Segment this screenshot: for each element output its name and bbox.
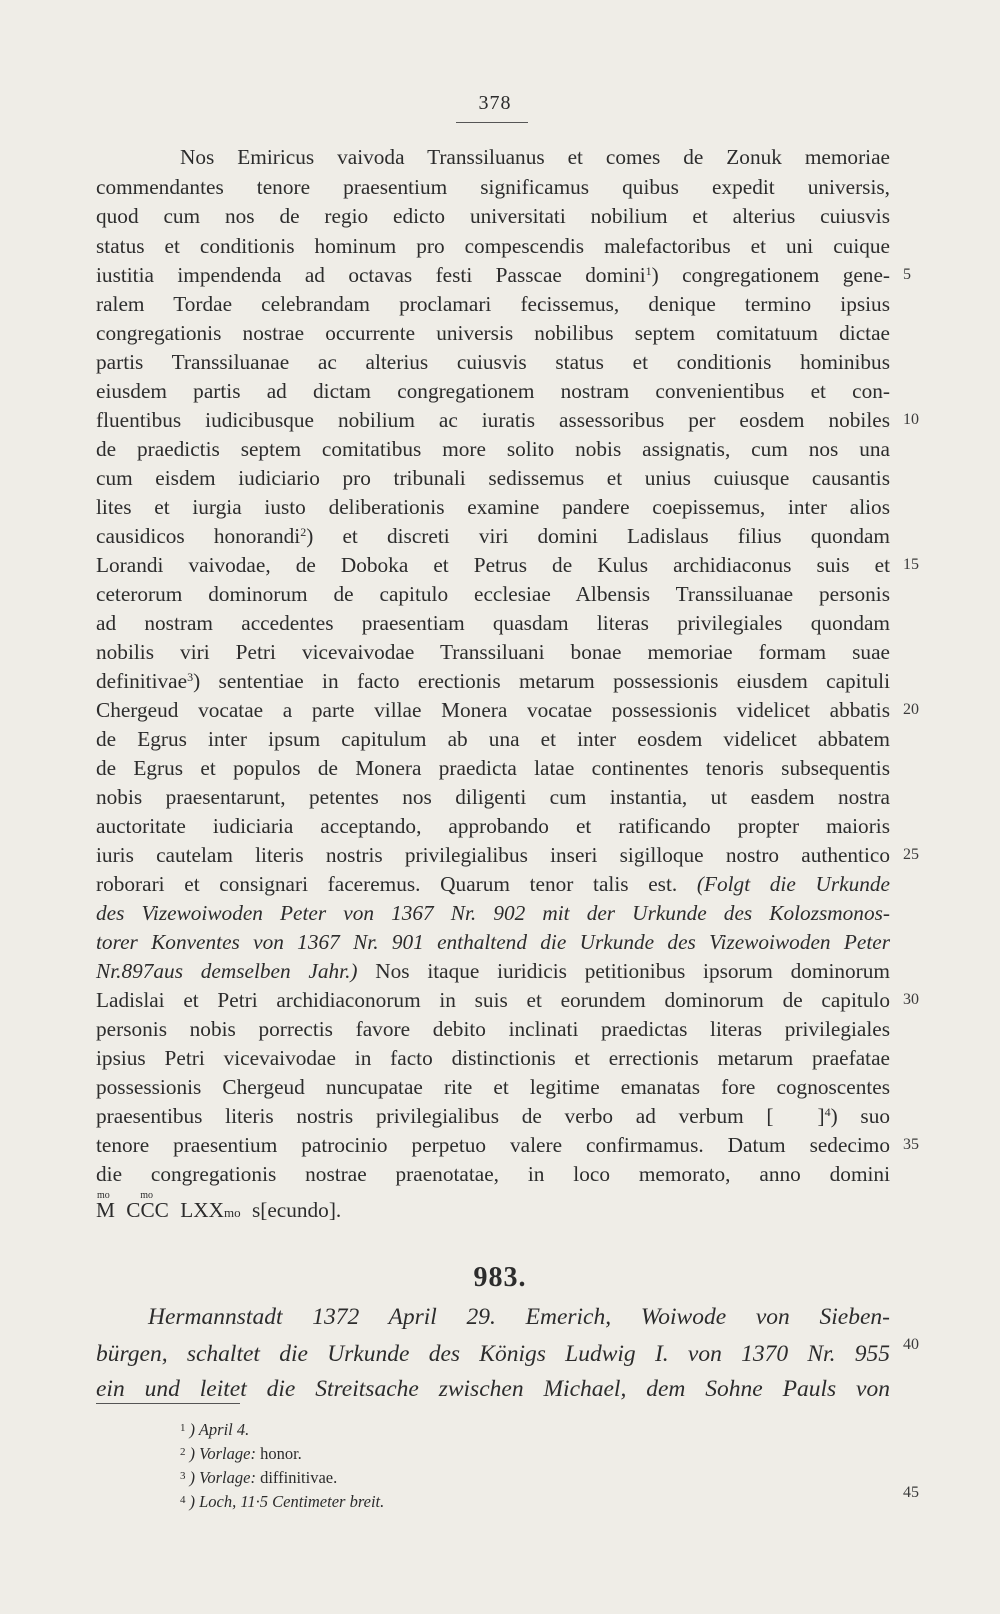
editorial-note: Nr.897aus demselben Jahr.) xyxy=(96,959,358,983)
body-line: Lorandi vaivodae, de Doboka et Petrus de Kulus archidiaconus suis et xyxy=(96,553,890,577)
footnote-text: ) April 4. xyxy=(189,1420,250,1439)
line-number: 10 xyxy=(903,411,919,428)
footnote-ref: 2 xyxy=(300,525,307,539)
body-line xyxy=(96,260,890,290)
body-line: ad nostram accedentes praesentiam quasdam literas privilegiales quondam xyxy=(96,611,890,635)
footnote-separator xyxy=(96,1403,240,1404)
footnote-mark: 3 xyxy=(180,1470,186,1482)
body-line: auctoritate iudiciaria acceptando, approbando et ratificando propter maioris xyxy=(96,814,890,838)
body-line: de Egrus inter ipsum capitulum ab una et inter eosdem videlicet abbatem xyxy=(96,727,890,751)
body-line: die congregationis nostrae praenotatae, in loco memorato, anno domini xyxy=(96,1162,890,1186)
body-line xyxy=(96,1101,890,1131)
footnote xyxy=(180,1443,302,1465)
body-line: fluentibus iudicibusque nobilium ac iuratis assessoribus per eosdem nobiles xyxy=(96,408,890,432)
body-line xyxy=(96,666,890,696)
line-number: 45 xyxy=(903,1484,919,1501)
footnote-ref: 4 xyxy=(824,1105,831,1119)
footnote-mark: 4 xyxy=(180,1494,186,1506)
date-numeral-M: M xyxy=(96,1198,115,1222)
line-number: 15 xyxy=(903,556,919,573)
body-line: congregationis nostrae occurrente universis nobilibus septem comitatuum dictae xyxy=(96,321,890,345)
footnote-text: honor. xyxy=(260,1444,302,1463)
date-numeral-CCC: CCC xyxy=(126,1198,169,1222)
footnote xyxy=(180,1419,249,1441)
text-span: ] xyxy=(817,1104,825,1128)
body-line: personis nobis porrectis favore debito inclinati praedictas literas privilegiales xyxy=(96,1017,890,1041)
footnote xyxy=(180,1491,384,1513)
date-numeral xyxy=(96,1190,115,1225)
body-line: ralem Tordae celebrandam proclamari fecissemus, denique termino ipsius xyxy=(96,292,890,316)
body-line: partis Transsiluanae ac alterius cuiusvis status et conditionis hominibus xyxy=(96,350,890,374)
footnote-text: diffinitivae. xyxy=(260,1468,338,1487)
text-span: definitivae xyxy=(96,669,188,693)
footnote-mark: 2 xyxy=(180,1446,186,1458)
body-line: Nos Emiricus vaivoda Transsiluanus et comes de Zonuk memoriae xyxy=(180,145,890,169)
body-line: lites et iurgia iusto deliberationis examine pandere coepissemus, inter alios xyxy=(96,495,890,519)
body-line xyxy=(96,521,890,551)
body-line: ceterorum dominorum de capitulo ecclesiae Albensis Transsiluanae personis xyxy=(96,582,890,606)
body-line: Ladislai et Petri archidiaconorum in suis et eorundem dominorum de capitulo xyxy=(96,988,890,1012)
heading-line: ein und leitet die Streitsache zwischen Michael, dem Sohne Pauls von xyxy=(96,1376,890,1402)
footnote-ref: 1 xyxy=(645,264,652,278)
text-span: s[ecundo]. xyxy=(251,1198,342,1222)
document-number: 983. xyxy=(473,1262,527,1293)
footnote-label: ) Vorlage: xyxy=(189,1444,256,1463)
body-line: iuris cautelam literis nostris privilegialibus inseri sigilloque nostro authentico xyxy=(96,843,890,867)
text-span: praesentibus literis nostris privilegialibus de verbo ad verbum [ xyxy=(96,1104,774,1128)
body-line: nobilis viri Petri vicevaivodae Transsiluani bonae memoriae formam suae xyxy=(96,640,890,664)
numeral-superscript: mo xyxy=(140,1190,154,1201)
footnote xyxy=(180,1467,337,1489)
page-number: 378 xyxy=(478,92,512,114)
body-line: Chergeud vocatae a parte villae Monera vocatae possessionis videlicet abbatis xyxy=(96,698,890,722)
date-numeral xyxy=(126,1190,169,1225)
footnote-text: ) Loch, 11·5 Centimeter breit. xyxy=(189,1492,385,1511)
line-number: 5 xyxy=(903,266,911,283)
text-span: iustitia impendenda ad octavas festi Passcae domini xyxy=(96,263,646,287)
body-line xyxy=(96,869,890,899)
date-numeral-LXX: LXX xyxy=(180,1198,224,1222)
body-line: de praedictis septem comitatibus more solito nobis assignatis, cum nos una xyxy=(96,437,890,461)
text-span: Nos itaque iuridicis petitionibus ipsorum dominorum xyxy=(375,959,890,983)
footnote-mark: 1 xyxy=(180,1422,186,1434)
text-span: ) suo xyxy=(830,1104,890,1128)
line-number: 30 xyxy=(903,991,919,1008)
body-line: ipsius Petri vicevaivodae in facto distinctionis et errectionis metarum praefatae xyxy=(96,1046,890,1070)
body-line: eiusdem partis ad dictam congregationem nostram convenientibus et con- xyxy=(96,379,890,403)
body-line: nobis praesentarunt, petentes nos diligenti cum instantia, ut easdem nostra xyxy=(96,785,890,809)
body-line xyxy=(96,1190,436,1228)
line-number: 35 xyxy=(903,1136,919,1153)
body-line: tenore praesentium patrocinio perpetuo valere confirmamus. Datum sedecimo xyxy=(96,1133,890,1157)
body-line xyxy=(96,956,890,986)
line-number: 20 xyxy=(903,701,919,718)
footnote-label: ) Vorlage: xyxy=(189,1468,256,1487)
editorial-note-line: torer Konventes von 1367 Nr. 901 enthaltend die Urkunde des Vizewoiwoden Peter xyxy=(96,930,890,954)
text-span: ) congregationem gene- xyxy=(651,263,890,287)
body-line: de Egrus et populos de Monera praedicta latae continentes tenoris subsequentis xyxy=(96,756,890,780)
page-number-rule xyxy=(456,122,528,123)
line-number: 40 xyxy=(903,1336,919,1353)
body-line: commendantes tenore praesentium significamus quibus expedit universis, xyxy=(96,175,890,199)
editorial-note: (Folgt die Urkunde xyxy=(696,872,890,896)
body-line: quod cum nos de regio edicto universitati nobilium et alterius cuiusvis xyxy=(96,204,890,228)
body-line: cum eisdem iudiciario pro tribunali sedissemus et unius cuiusque causantis xyxy=(96,466,890,490)
numeral-superscript: mo xyxy=(97,1190,110,1201)
heading-line: Hermannstadt 1372 April 29. Emerich, Woiwode von Sieben- xyxy=(148,1304,890,1330)
text-span: ) et discreti viri domini Ladislaus filius quondam xyxy=(306,524,890,548)
numeral-subscript: mo xyxy=(224,1205,241,1220)
footnote-ref: 3 xyxy=(187,670,194,684)
text-span: causidicos honorandi xyxy=(96,524,301,548)
text-span: roborari et consignari faceremus. Quarum tenor talis est. xyxy=(96,872,678,896)
body-line: status et conditionis hominum pro compescendis malefactoribus et uni cuique xyxy=(96,234,890,258)
body-line: possessionis Chergeud nuncupatae rite et legitime emanatas fore cognoscentes xyxy=(96,1075,890,1099)
line-number: 25 xyxy=(903,846,919,863)
heading-line: bürgen, schaltet die Urkunde des Königs Ludwig I. von 1370 Nr. 955 xyxy=(96,1341,890,1367)
text-span: ) sententiae in facto erectionis metarum possessionis eiusdem capituli xyxy=(193,669,890,693)
editorial-note-line: des Vizewoiwoden Peter von 1367 Nr. 902 mit der Urkunde des Kolozsmonos- xyxy=(96,901,890,925)
